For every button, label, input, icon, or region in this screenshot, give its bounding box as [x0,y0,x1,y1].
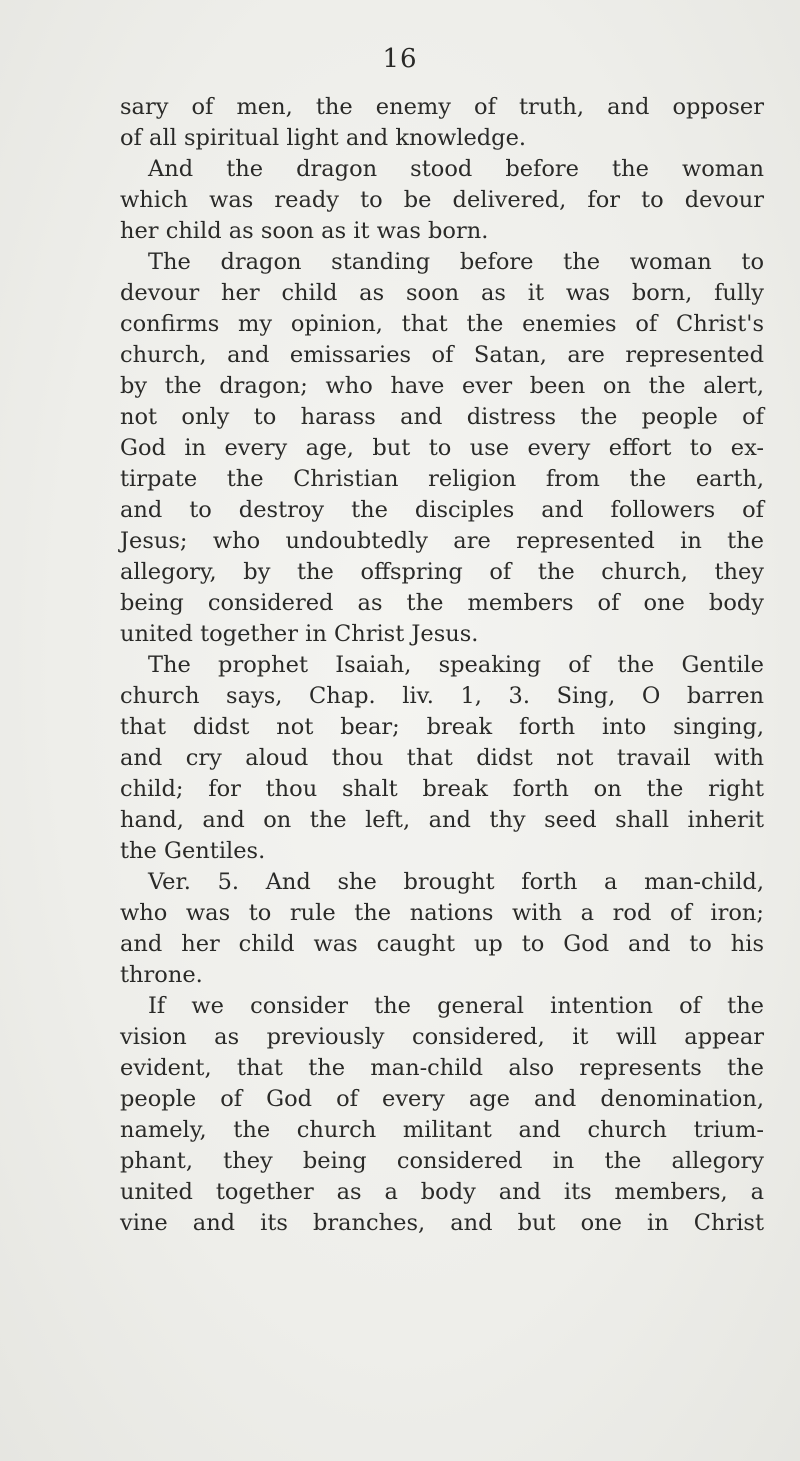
text-line: Ver. 5. And she brought forth a man-child, [148,869,764,895]
text-line: If we consider the general intention of the [148,993,764,1019]
text-line: hand, and on the left, and thy seed shall inherit [120,807,764,833]
text-line: The prophet Isaiah, speaking of the Gentile [148,652,764,678]
text-line: namely, the church militant and church trium- [120,1117,764,1143]
text-line: of all spiritual light and knowledge. [120,125,527,151]
text-line: who was to rule the nations with a rod of iron; [120,900,764,926]
text-line: that didst not bear; break forth into singing, [120,714,764,740]
text-line: tirpate the Christian religion from the earth, [120,466,764,492]
text-line: child; for thou shalt break forth on the right [120,776,764,802]
text-line: by the dragon; who have ever been on the alert, [120,373,764,399]
text-line: people of God of every age and denomination, [120,1086,764,1112]
text-line: sary of men, the enemy of truth, and opposer [120,94,764,120]
text-line: devour her child as soon as it was born, fully [120,280,764,306]
text-line: and to destroy the disciples and followers of [120,497,764,523]
text-line: allegory, by the offspring of the church, they [120,559,764,585]
text-line: united together in Christ Jesus. [120,621,479,647]
text-line: the Gentiles. [120,838,266,864]
text-line: God in every age, but to use every effort to ex- [120,435,764,461]
text-line: not only to harass and distress the people of [120,404,764,430]
text-line: confirms my opinion, that the enemies of Christ's [120,311,764,337]
text-line: church, and emissaries of Satan, are represented [120,342,764,368]
text-line: The dragon standing before the woman to [148,249,764,275]
text-line: her child as soon as it was born. [120,218,489,244]
text-line: vine and its branches, and but one in Christ [120,1210,764,1236]
text-line: vision as previously considered, it will appear [120,1024,764,1050]
text-line: being considered as the members of one body [120,590,764,616]
text-line: throne. [120,962,203,988]
text-line: evident, that the man-child also represents the [120,1055,764,1081]
text-line: and her child was caught up to God and to his [120,931,764,957]
text-line: and cry aloud thou that didst not travail with [120,745,764,771]
text-line: church says, Chap. liv. 1, 3. Sing, O barren [120,683,764,709]
page-number: 16 [382,44,418,74]
text-line: united together as a body and its members, a [120,1179,764,1205]
text-line: Jesus; who undoubtedly are represented in the [120,528,764,554]
text-line: phant, they being considered in the allegory [120,1148,764,1174]
text-line: And the dragon stood before the woman [148,156,764,182]
text-line: which was ready to be delivered, for to devour [120,187,764,213]
